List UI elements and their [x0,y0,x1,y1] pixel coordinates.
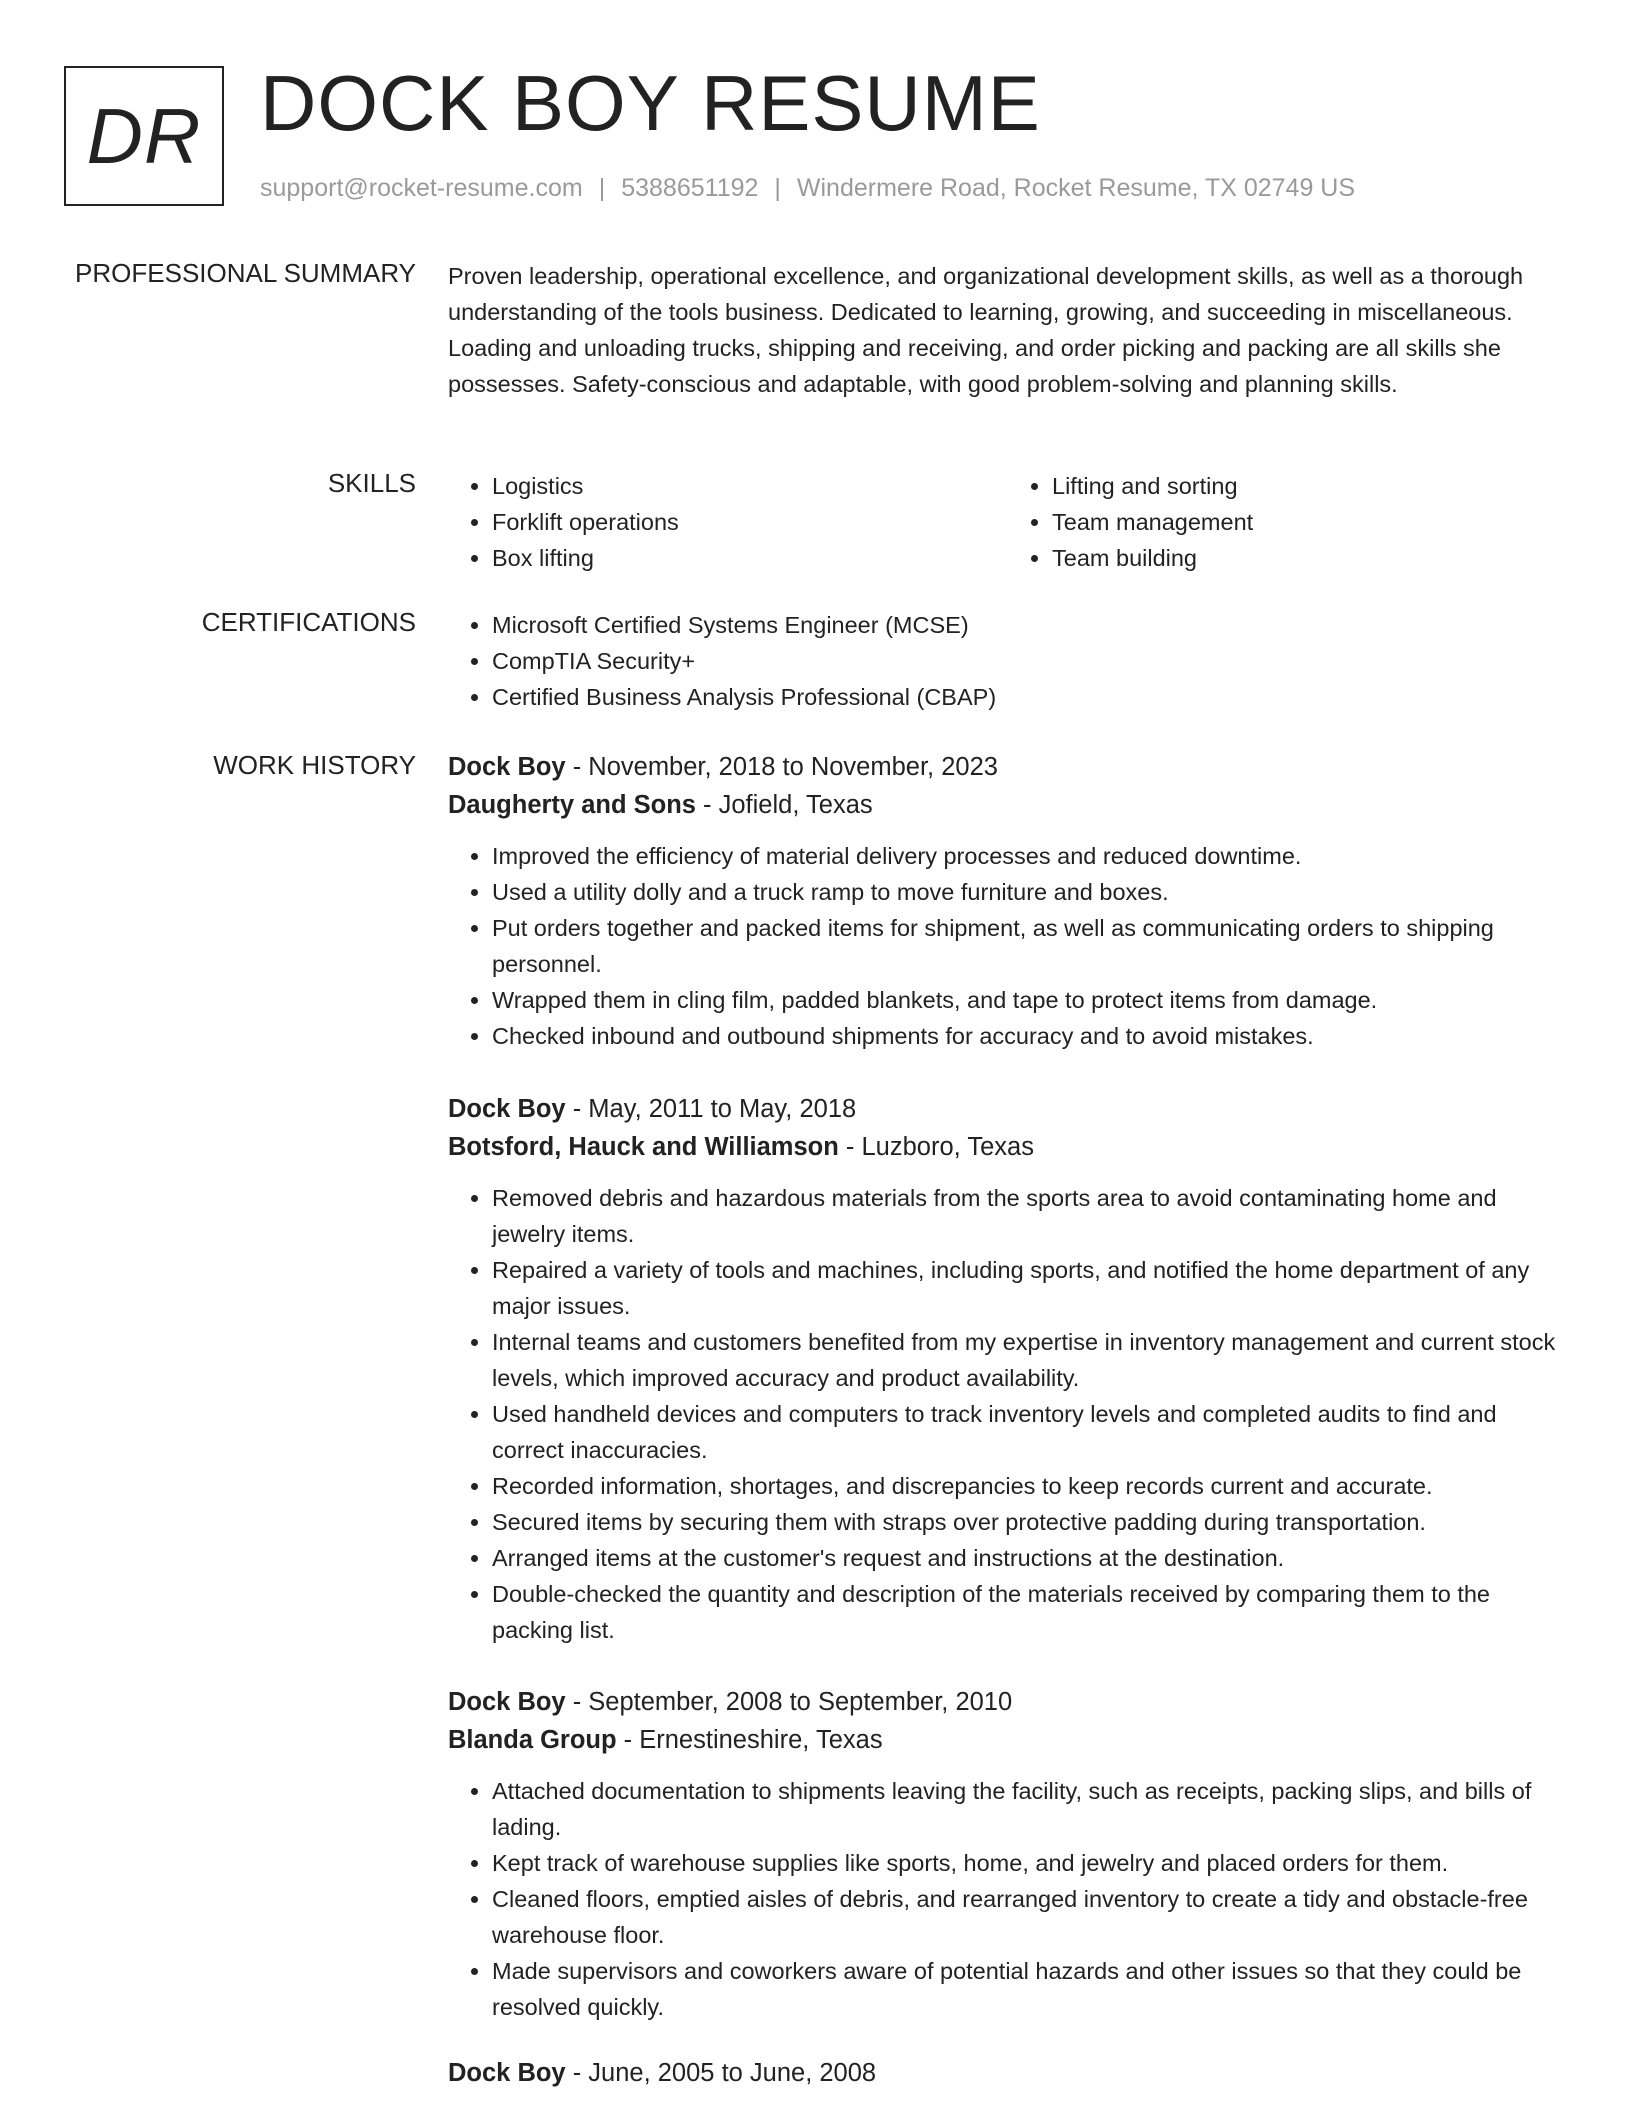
separator: | [598,174,606,202]
job-bullet: • Made supervisors and coworkers aware of potential hazards and other issues so that they could be resolved quickly. [492,1953,1568,2025]
job-entry [448,1683,1568,2025]
job-dates: - September, 2008 to September, 2010 [565,1688,1013,1716]
job-role: Dock Boy [448,1095,566,1123]
skill-item: • Team building [1052,540,1568,576]
job-company: Botsford, Hauck and Williamson [448,1133,839,1161]
section-label-work-history: WORK HISTORY [213,750,416,780]
job-location: - Luzboro, Texas [838,1133,1034,1161]
certification-item: • CompTIA Security+ [492,643,1568,679]
job-heading [448,748,1568,786]
job-company: Blanda Group [448,1726,617,1754]
job-role: Dock Boy [448,2059,566,2087]
skill-item: • Logistics [492,468,1008,504]
job-bullet: • Put orders together and packed items for shipment, as well as communicating orders to shipping personnel. [492,910,1568,982]
certification-item: • Microsoft Certified Systems Engineer (MCSE) [492,607,1568,643]
job-company: Daugherty and Sons [448,791,696,819]
job-bullet: • Repaired a variety of tools and machines, including sports, and notified the home department of any major issues. [492,1252,1568,1324]
summary-section [448,258,1568,402]
job-dates: - June, 2005 to June, 2008 [565,2059,877,2087]
job-company-line [448,786,1568,824]
job-heading [448,1090,1568,1128]
job-company-line [448,1128,1568,1166]
job-heading [448,2054,1568,2092]
job-bullet: • Recorded information, shortages, and discrepancies to keep records current and accurate. [492,1468,1568,1504]
job-location: - Jofield, Texas [695,791,873,819]
certification-item: • Certified Business Analysis Professional (CBAP) [492,679,1568,715]
skill-item: • Team management [1052,504,1568,540]
job-bullets [448,838,1568,1054]
job-bullet: • Arranged items at the customer's request and instructions at the destination. [492,1540,1568,1576]
job-role: Dock Boy [448,753,566,781]
job-bullet: • Used a utility dolly and a truck ramp to move furniture and boxes. [492,874,1568,910]
skill-item: • Forklift operations [492,504,1008,540]
job-bullet: • Internal teams and customers benefited from my expertise in inventory management and current stock levels, which improved accuracy and product availability. [492,1324,1568,1396]
job-entry [448,1090,1568,1648]
job-bullet: • Secured items by securing them with straps over protective padding during transportation. [492,1504,1568,1540]
job-bullet: • Cleaned floors, emptied aisles of debris, and rearranged inventory to create a tidy and obstacle-free warehouse floor. [492,1881,1568,1953]
skill-item: • Box lifting [492,540,1008,576]
job-bullets [448,1180,1568,1648]
skill-item: • Lifting and sorting [1052,468,1568,504]
job-bullet: • Wrapped them in cling film, padded blankets, and tape to protect items from damage. [492,982,1568,1018]
contact-line [260,174,1355,203]
monogram: DR [64,66,224,206]
skills-section [448,468,1568,576]
job-bullet: • Improved the efficiency of material delivery processes and reduced downtime. [492,838,1568,874]
skills-list-left [448,468,1008,576]
section-label-skills: SKILLS [327,468,416,498]
job-heading [448,1683,1568,1721]
job-bullet: • Checked inbound and outbound shipments for accuracy and to avoid mistakes. [492,1018,1568,1054]
phone: 5388651192 [621,174,759,202]
job-dates: - May, 2011 to May, 2018 [565,1095,857,1123]
address: Windermere Road, Rocket Resume, TX 02749 US [796,174,1356,202]
job-entry [448,748,1568,1054]
job-bullet: • Removed debris and hazardous materials from the sports area to avoid contaminating home and jewelry items. [492,1180,1568,1252]
job-bullet: • Used handheld devices and computers to track inventory levels and completed audits to find and correct inaccuracies. [492,1396,1568,1468]
job-location: - Ernestineshire, Texas [616,1726,883,1754]
separator: | [774,174,781,202]
section-label-summary: PROFESSIONAL SUMMARY [75,258,416,288]
email: support@rocket-resume.com [260,174,583,202]
job-role: Dock Boy [448,1688,566,1716]
skills-list-right [1008,468,1568,576]
certifications-section [448,607,1568,715]
job-bullet: • Attached documentation to shipments leaving the facility, such as receipts, packing slips, and bills of lading. [492,1773,1568,1845]
page-title: DOCK BOY RESUME [260,59,1041,147]
job-bullet: • Kept track of warehouse supplies like sports, home, and jewelry and placed orders for them. [492,1845,1568,1881]
job-bullets [448,1773,1568,2025]
job-company-line [448,1721,1568,1759]
job-bullet: • Double-checked the quantity and description of the materials received by comparing them to the packing list. [492,1576,1568,1648]
job-dates: - November, 2018 to November, 2023 [565,753,998,781]
summary-text: Proven leadership, operational excellence, and organizational development skills, as well as a thorough understanding of the tools business. Dedicated to learning, growing, and succeeding in miscellaneous. Loading and unloading trucks, shipping and receiving, and order picking and packing are all skills she possesses. Safety-conscious and adaptable, with good problem-solving and planning skills. [448,263,1524,397]
certifications-list [448,607,1568,715]
job-entry [448,2054,1568,2092]
section-label-certifications: CERTIFICATIONS [201,607,416,637]
